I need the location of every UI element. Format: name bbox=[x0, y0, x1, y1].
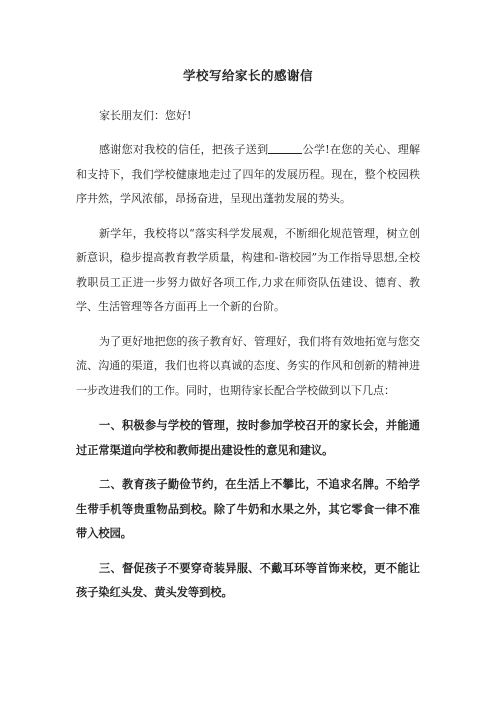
paragraph-cooperation: 为了更好地把您的孩子教育好、管理好，我们将有效地拓宽与您交流、沟通的渠道，我们也将以真诚的态度、务实的作风和创新的精神进一步改进我们的工作。同时，也期待家长配合学校做到以下几点： bbox=[76, 334, 420, 397]
greeting: 家长朋友们：您好! bbox=[99, 109, 192, 122]
point-three: 三、督促孩子不要穿奇装异服、不戴耳环等首饰来校，更不能让孩子染红头发、黄头发等到校。 bbox=[76, 560, 420, 599]
paragraph-new-year: 新学年，我校将以“落实科学发展观，不断细化规范管理，树立创新意识，稳步提高教育教学质量，构建和-谐校园”为工作指导思想,全校教职员工正进一步努力做好各项工作,力求在师资队伍建设、德育、教学、生活管理等各方面再上一个新的台阶。 bbox=[76, 226, 420, 313]
letter-title: 学校写给家长的感谢信 bbox=[182, 68, 313, 83]
paragraph-thanks-part2: 公学!在您的关心、理解和支持下，我们学校健康地走过了四年的发展历程。现在，整个校园秩序井然，学风浓郁，昂扬奋进，呈现出蓬勃发展的势头。 bbox=[76, 143, 421, 205]
point-one: 一、积极参与学校的管理，按时参加学校召开的家长会，并能通过正常渠道向学校和教师提出建设性的意见和建议。 bbox=[76, 418, 420, 457]
fill-blank-line bbox=[268, 142, 302, 154]
paragraph-thanks bbox=[76, 138, 420, 212]
point-two: 二、教育孩子勤俭节约，在生活上不攀比，不追求名牌。不给学生带手机等贵重物品到校。除了牛奶和水果之外，其它零食一律不准带入校园。 bbox=[76, 477, 420, 540]
paragraph-thanks-part1: 感谢您对我校的信任，把孩子送到 bbox=[99, 143, 269, 156]
